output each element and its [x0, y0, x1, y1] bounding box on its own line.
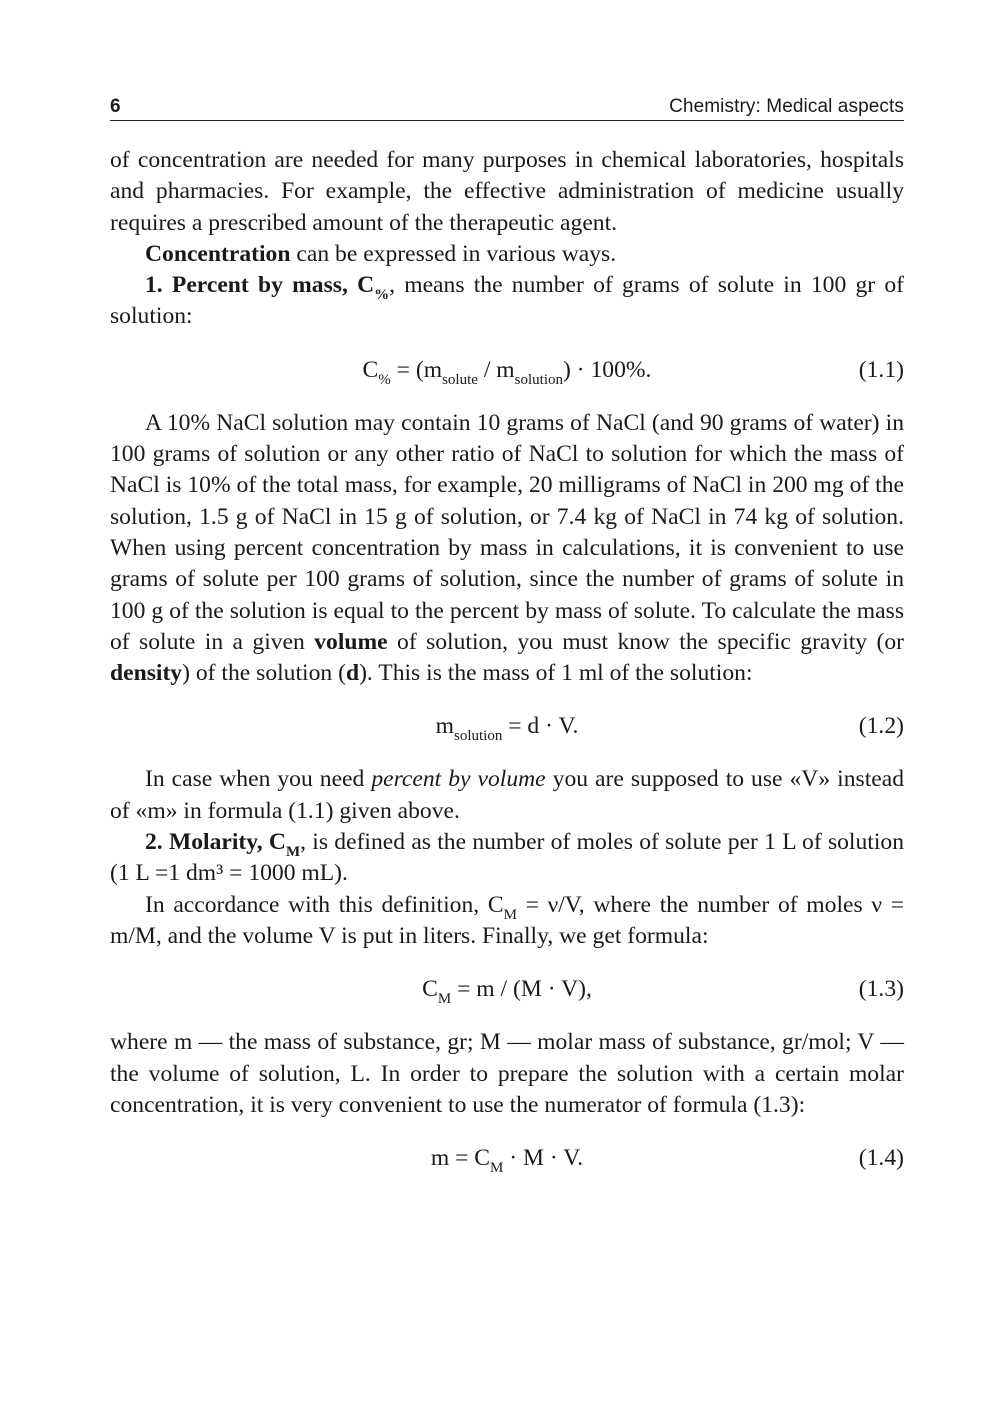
- formula-1-4: [110, 1143, 904, 1177]
- formula-1-2: [110, 711, 904, 745]
- paragraph-percent-by-mass: 1. Percent by mass, $C_{\%}$, means the number of grams of solute in 100 gr of solution:: [110, 272, 904, 330]
- term-volume: volume: [314, 628, 388, 655]
- formula-1-3: [110, 974, 904, 1008]
- paragraph-where: where m — the mass of substance, gr; M — molar mass of substance, gr/mol; V — the volume of solution, L. In order to prepare the solution with a certain molar concentration, it is very convenient to use the numerator of formula (1.3):: [110, 1029, 904, 1118]
- paragraph-percent-by-volume: In case when you need percent by volume you are supposed to use «V» instead of «m» in formula (1.1) given above.: [110, 766, 904, 824]
- running-title: Chemistry: Medical aspects: [669, 96, 904, 117]
- formula-1-1: [110, 355, 904, 386]
- equation-number: (1.1): [858, 356, 904, 383]
- term-d: d: [345, 660, 360, 687]
- formula-expression: $m = C_M \cdot M \cdot V$.: [430, 1145, 584, 1177]
- formula-expression: $m_{solution} = d \cdot V$.: [435, 713, 579, 745]
- paragraph-intro: of concentration are needed for many purposes in chemical laboratories, hospitals and pharmacies. For example, the effective administration of medicine usually requires a prescribed amount of the therapeutic agent.: [110, 147, 904, 236]
- formula-expression: $C_M = m / (M \cdot V)$,: [422, 976, 592, 1008]
- paragraph-molarity-definition: In accordance with this definition, $C_M = \nu/V$, where the number of moles ν = m/M, and the volume V is put in liters. Finally, we get formula:: [110, 891, 904, 949]
- term-concentration: Concentration: [145, 240, 291, 267]
- book-page: [110, 88, 904, 1196]
- paragraph-nacl-example: A 10% NaCl solution may contain 10 grams of NaCl (and 90 grams of water) in 100 grams of solution or any other ratio of NaCl to solution for which the mass of NaCl is 10% of the total mass, for example, 20 milligrams of NaCl in 200 mg of the solution, 1.5 g of NaCl in 15 g of solution, or 7.4 kg of NaCl in 74 kg of solution. When using percent concentration by mass in calculations, it is convenient to use grams of solute per 100 grams of solution, since the number of grams of solute in 100 g of the solution is equal to the percent by mass of solute. To calculate the mass of solute in a given volume of solution, you must know the specific gravity (or density) of the solution (d). This is the mass of 1 ml of the solution:: [110, 409, 905, 687]
- term-density: density: [110, 660, 183, 687]
- formula-expression: $C_{\%} = (m_{solute} / m_{solution}) \cdot 100\%$.: [362, 356, 652, 388]
- page-body: [110, 145, 905, 1177]
- page-header: [110, 88, 904, 121]
- heading-percent-by-mass: 1. Percent by mass, $C_{\%}$: [145, 272, 390, 304]
- paragraph-molarity: 2. Molarity, $C_M$, is defined as the number of moles of solute per 1 L of solution (1 L =1 dm³ = 1000 mL).: [110, 829, 904, 887]
- equation-number: (1.2): [858, 713, 904, 740]
- heading-molarity: 2. Molarity, $C_M$: [145, 829, 301, 861]
- page-number: 6: [110, 96, 121, 117]
- equation-number: (1.3): [858, 976, 904, 1003]
- paragraph-concentration: Concentration can be expressed in various ways.: [145, 240, 617, 267]
- equation-number: (1.4): [858, 1145, 904, 1172]
- term-percent-by-volume: percent by volume: [371, 766, 546, 793]
